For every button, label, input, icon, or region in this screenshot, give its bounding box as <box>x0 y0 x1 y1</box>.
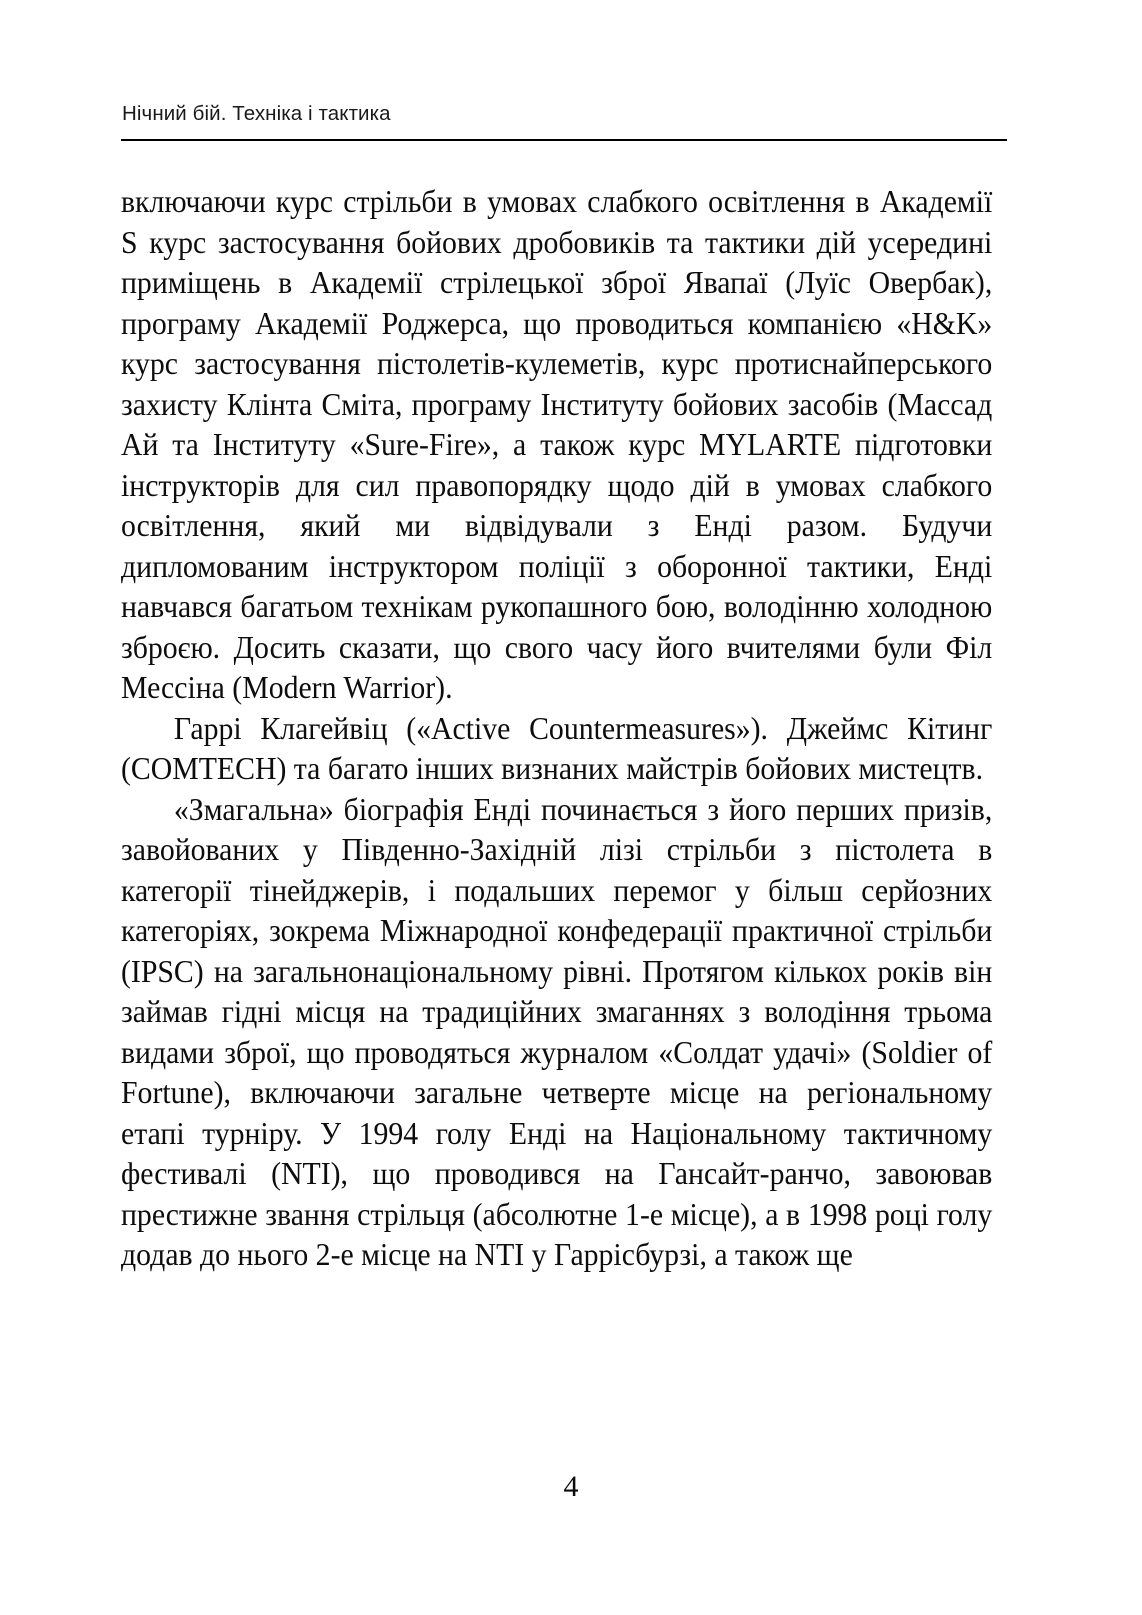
running-header <box>122 103 1006 126</box>
page-number: 4 <box>563 1470 579 1503</box>
paragraph-3: «Змагальна» біографія Енді починається з його перших призів, завойованих у Південно-Західній лізі стрільби з пістолета в категорії тінейджерів, і подальших перемог у більш серйозних категоріях, зокрема Міжнародної конфедерації практичної стрільби (IPSC) на загальнонаціональному рівні. Протягом кількох років він займав гідні місця на традиційних змаганнях з володіння трьома видами зброї, що проводяться журналом «Солдат удачі» (Soldier of Fortune), включаючи загальне четверте місце на регіональному етапі турніру. У 1994 голу Енді на Національному тактичному фестивалі (NTI), що проводився на Гансайт-ранчо, завоював престижне звання стрільця (абсолютне 1-е місце), а в 1998 році голу додав до нього 2-е місце на NTI у Гаррісбурзі, а також ще <box>121 791 993 1272</box>
paragraph-1: включаючи курс стрільби в умовах слабкого освітлення в Академії S курс застосування бойових дробовиків та тактики дій усередині приміщень в Академії стрілецької зброї Явапаї (Луїс Овербак), програму Академії Роджерса, що проводиться компанією «H&K» курс застосування пістолетів-кулеметів, курс протиснайперського захисту Клінта Сміта, програму Інституту бойових засобів (Массад Ай та Інституту «Sure-Fire», а також курс MYLARTE підготовки інструкторів для сил правопорядку щодо дій в умовах слабкого освітлення, який ми відвідували з Енді разом. Будучи дипломованим інструктором поліції з оборонної тактики, Енді навчався багатьом технікам рукопашного бою, володінню холодною зброєю. Досить сказати, що свого часу його вчителями були Філ Мессіна (Modern Warrior). <box>121 184 993 705</box>
paragraph-2: Гаррі Клагейвіц («Active Countermeasures»). Джеймс Кітинг (COMTECH) та багато інших визнаних майстрів бойових мистецтв. <box>121 710 993 786</box>
body-text-block <box>121 182 993 1276</box>
header-divider-rule <box>121 139 1007 141</box>
running-header-title: Нічний бій. Техніка і тактика <box>122 102 391 125</box>
